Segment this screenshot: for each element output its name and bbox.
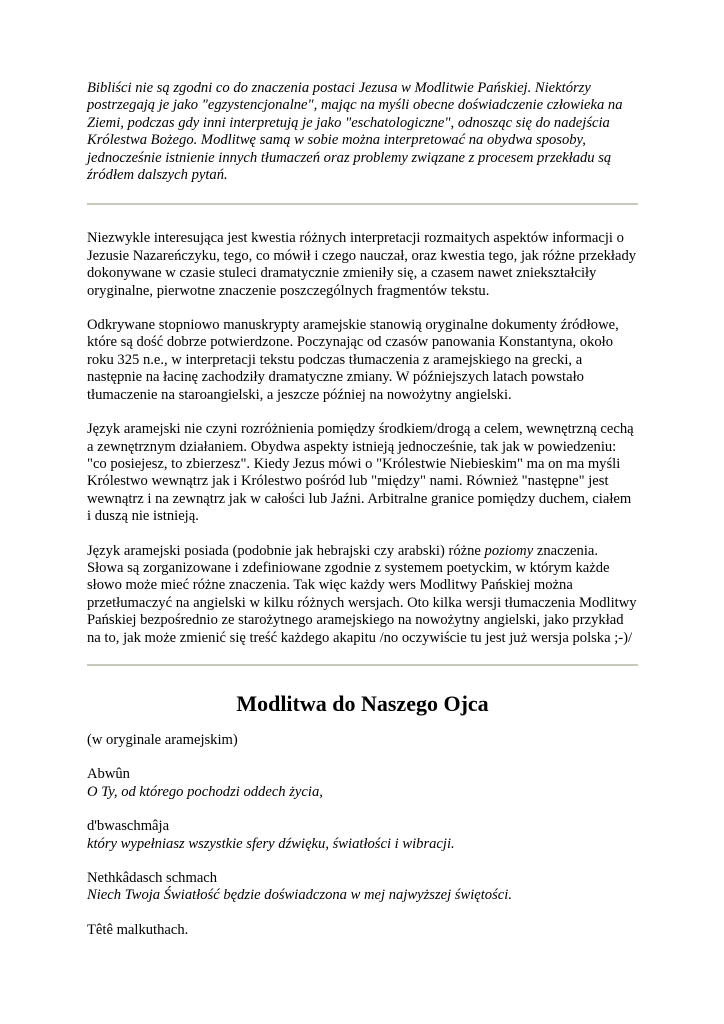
paragraph-interpretations: Niezwykle interesująca jest kwestia różnych interpretacji rozmaitych aspektów informacji o Jezusie Nazareńczyku, tego, co mówił i czego nauczał, oraz kwestia tego, jak różne przekłady dokonywane w czasie stuleci dramatycznie zmieniły się, a czasem nawet zniekształciły oryginalne, pierwotne znaczenie poszczególnych fragmentów tekstu. <box>87 230 637 299</box>
verse-aramaic: Nethkâdasch schmach <box>87 870 218 886</box>
verse-translation: O Ty, od którego pochodzi oddech życia, <box>87 783 323 800</box>
paragraph-aramaic-language: Język aramejski nie czyni rozróżnienia pomiędzy środkiem/drogą a celem, wewnętrzną cechą a zewnętrznym działaniem. Obydwa aspekty istnieją jednocześnie, tak jak w powiedzeniu: "co posiejesz, to zbierzesz". Kiedy Jezus mówi o "Królestwie Niebieskim" ma on ma myśli Królestwo wewnątrz jak i Królestwo pośród lub "między" nami. Również "następne" jest wewnątrz i na zewnątrz jak w całości lub Jaźni. Arbitralne granice pomiędzy duchem, ciałem i duszą nie istnieją. <box>87 421 634 525</box>
verse-block <box>87 766 638 801</box>
paragraph-meaning-levels <box>87 543 638 647</box>
article-body <box>87 230 638 647</box>
verse-block <box>87 818 638 853</box>
verse-translation: Niech Twoja Światłość będzie doświadczona w mej najwyższej świętości. <box>87 887 512 904</box>
emphasis-text: poziomy <box>484 542 534 559</box>
paragraph-text: znaczenia. Słowa są zorganizowane i zdefiniowane zgodnie z systemem poetyckim, w którym każde słowo może mieć różne znaczenia. Tak więc każdy wers Modlitwy Pańskiej można przetłumaczyć na angielski w kilku różnych wersjach. Oto kilka wersji tłumaczenia Modlitwy Pańskiej bezpośrednio ze starożytnego aramejskiego na nowożytny angielski, jako przykład na to, jak może zmienić się treść każdego akapitu /no oczywiście tu jest już wersja polska ;-)/ <box>87 542 637 646</box>
verse-block <box>87 870 638 905</box>
intro-paragraph: Bibliści nie są zgodni co do znaczenia postaci Jezusa w Modlitwie Pańskiej. Niektórzy postrzegają je jako "egzystencjonalne", mając na myśli obecne doświadczenie człowieka na Ziemi, podczas gdy inni interpretują je jako "eschatologiczne", odnosząc się do nadejścia Królestwa Bożego. Modlitwę samą w sobie można interpretować na obydwa sposoby, jednocześnie istnienie innych tłumaczeń oraz problemy związane z procesem przekładu są źródłem dalszych pytań. <box>87 80 623 184</box>
prayer-subtitle: (w oryginale aramejskim) <box>87 731 238 748</box>
verse-aramaic: d'bwaschmâja <box>87 818 170 835</box>
paragraph-manuscripts: Odkrywane stopniowo manuskrypty aramejskie stanowią oryginalne dokumenty źródłowe, które są dość dobrze potwierdzone. Poczynając od czasów panowania Konstantyna, około roku 325 n.e., w interpretacji tekstu podczas tłumaczenia z aramejskiego na grecki, a następnie na łacinę zachodziły dramatyczne zmiany. W późniejszych latach powstało tłumaczenie na staroangielski, a jeszcze później na nowożytny angielski. <box>87 317 619 403</box>
horizontal-rule <box>87 664 638 666</box>
prayer-title: Modlitwa do Naszego Ojca <box>236 690 489 716</box>
verse-aramaic: Têtê malkuthach. <box>87 921 189 938</box>
paragraph-text: Język aramejski posiada (podobnie jak hebrajski czy arabski) różne <box>87 542 485 559</box>
horizontal-rule <box>87 203 638 205</box>
verse-block <box>87 922 638 939</box>
document-page <box>87 80 638 939</box>
verse-aramaic: Abwûn <box>87 766 130 783</box>
verse-translation: który wypełniasz wszystkie sfery dźwięku, światłości i wibracji. <box>87 835 455 852</box>
